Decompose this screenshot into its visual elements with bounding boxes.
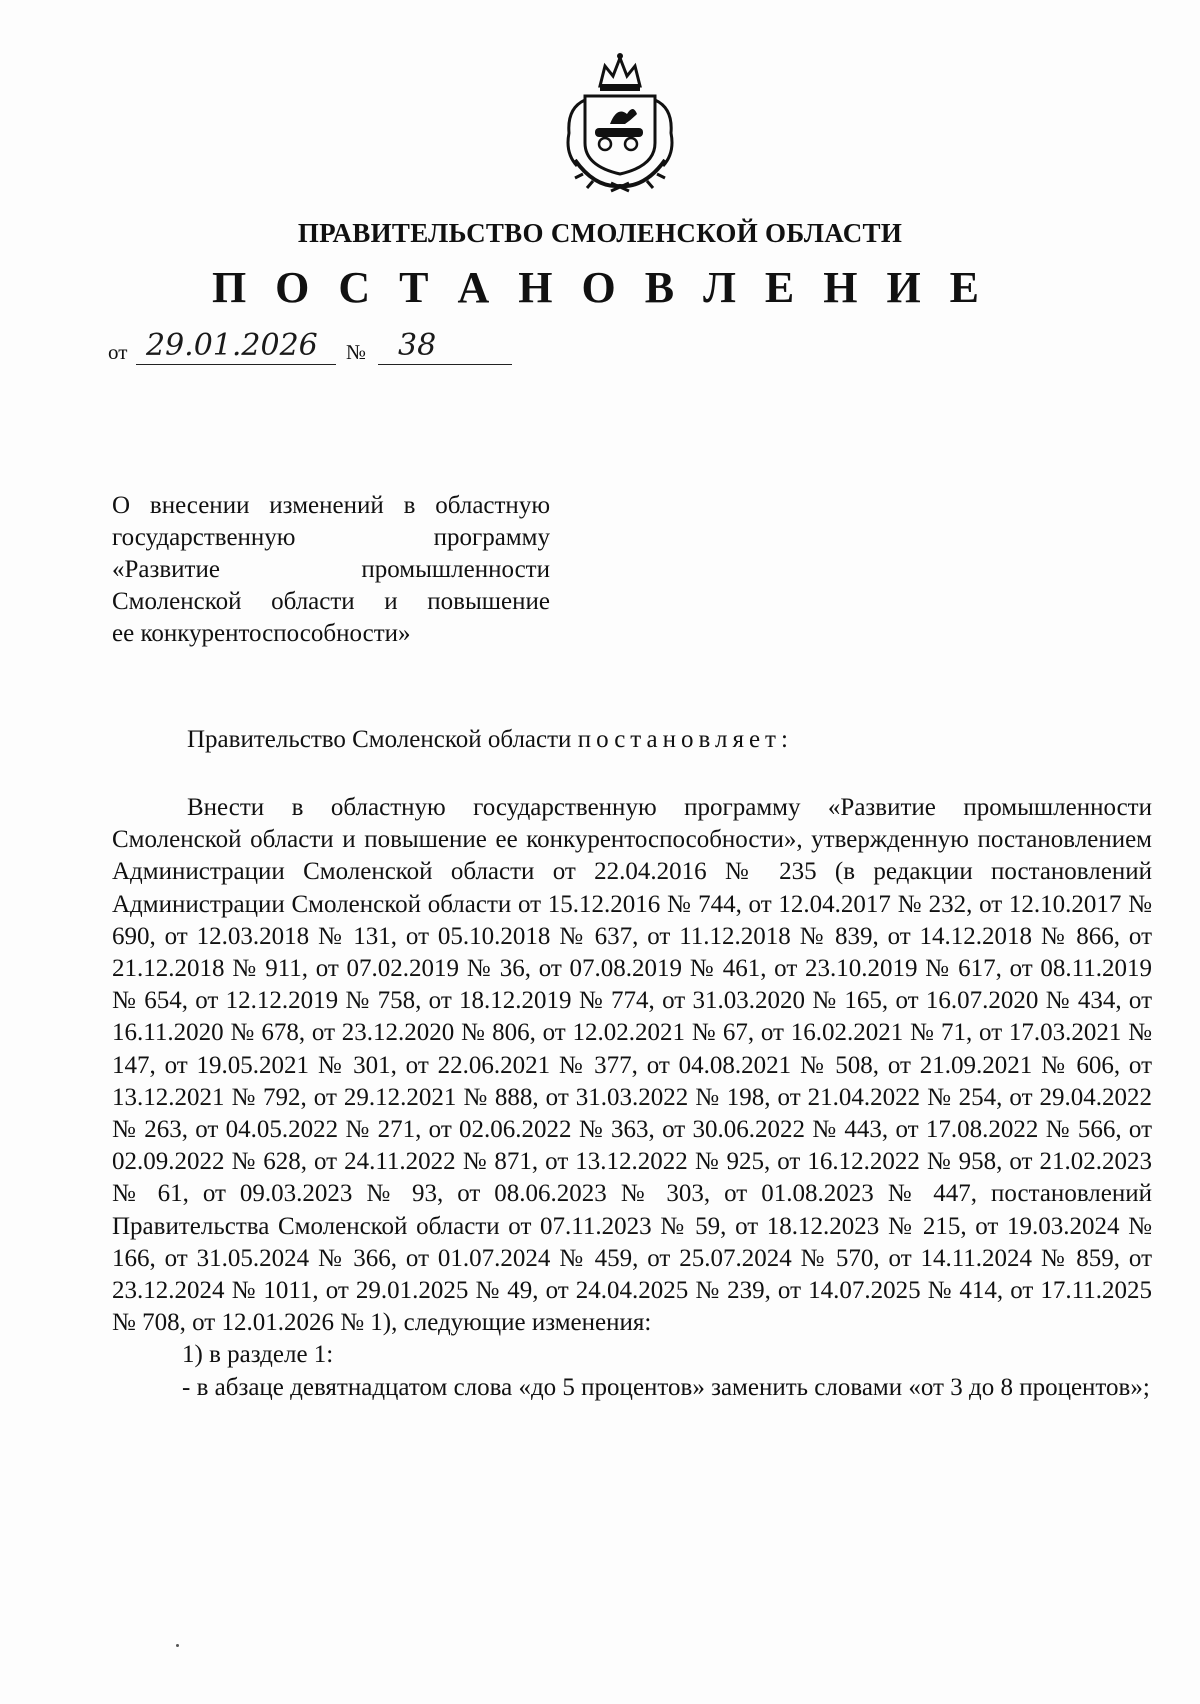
document-body [112,792,1152,1404]
scan-speck [176,1644,179,1647]
handwritten-date: 29.01.2026 [146,328,318,363]
subject-line: Смоленской области и повышение [112,588,550,615]
decree-verb: постановляет: [577,726,793,753]
date-from-label: от [108,340,128,364]
subject-line: государственную программу [112,524,550,551]
subject-line: ее конкурентоспособности» [112,620,411,647]
date-number-row [108,328,548,368]
document-subject [112,490,550,650]
body-item-1: 1) в разделе 1: [182,1341,334,1369]
number-underline [378,364,512,365]
document-type-title: П О С Т А Н О В Л Е Н И Е [211,263,989,312]
number-label: № [346,340,367,364]
subject-line: О внесении изменений в областную [112,492,550,519]
handwritten-number: 38 [398,328,437,363]
body-main-paragraph: Внести в областную государственную программу «Развитие промышленности Смоленской области и повышение ее конкурентоспособности», утвержденную постановлением Администрации Смоленской области от 22.04.2016 № 235 (в редакции постановлений Администрации Смоленской области от 15.12.2016 № 744, от 12.04.2017 № 232, от 12.10.2017 № 690, от 12.03.2018 № 131, от 05.10.2018 № 637, от 11.12.2018 № 839, от 14.12.2018 № 866, от 21.12.2018 № 911, от 07.02.2019 № 36, от 07.08.2019 № 461, от 23.10.2019 № 617, от 08.11.2019 № 654, от 12.12.2019 № 758, от 18.12.2019 № 774, от 31.03.2020 № 165, от 16.07.2020 № 434, от 16.11.2020 № 678, от 23.12.2020 № 806, от 12.02.2021 № 67, от 16.02.2021 № 71, от 17.03.2021 № 147, от 19.05.2021 № 301, от 22.06.2021 № 377, от 04.08.2021 № 508, от 21.09.2021 № 606, от 13.12.2021 № 792, от 29.12.2021 № 888, от 31.03.2022 № 198, от 21.04.2022 № 254, от 29.04.2022 № 263, от 04.05.2022 № 271, от 02.06.2022 № 363, от 30.06.2022 № 443, от 17.08.2022 № 566, от 02.09.2022 № 628, от 24.11.2022 № 871, от 13.12.2022 № 925, от 16.12.2022 № 958, от 21.02.2023 № 61, от 09.03.2023 № 93, от 08.06.2023 № 303, от 01.08.2023 № 447, постановлений Правительства Смоленской области от 07.11.2023 № 59, от 18.12.2023 № 215, от 19.03.2024 № 166, от 31.05.2024 № 366, от 01.07.2024 № 459, от 25.07.2024 № 570, от 14.11.2024 № 859, от 23.12.2024 № 1011, от 29.01.2025 № 49, от 24.04.2025 № 239, от 14.07.2025 № 414, от 17.11.2025 № 708, от 12.01.2026 № 1), следующие изменения: [112,794,1152,1337]
body-item-1-sub: - в абзаце девятнадцатом слова «до 5 процентов» заменить словами «от 3 до 8 процентов»; [182,1373,1150,1401]
date-underline [136,364,336,365]
coat-of-arms-icon [555,48,685,193]
decree-prefix: Правительство Смоленской области [187,726,578,753]
subject-line: «Развитие промышленности [112,556,550,583]
decree-statement [187,726,793,754]
government-name: ПРАВИТЕЛЬСТВО СМОЛЕНСКОЙ ОБЛАСТИ [297,218,903,248]
